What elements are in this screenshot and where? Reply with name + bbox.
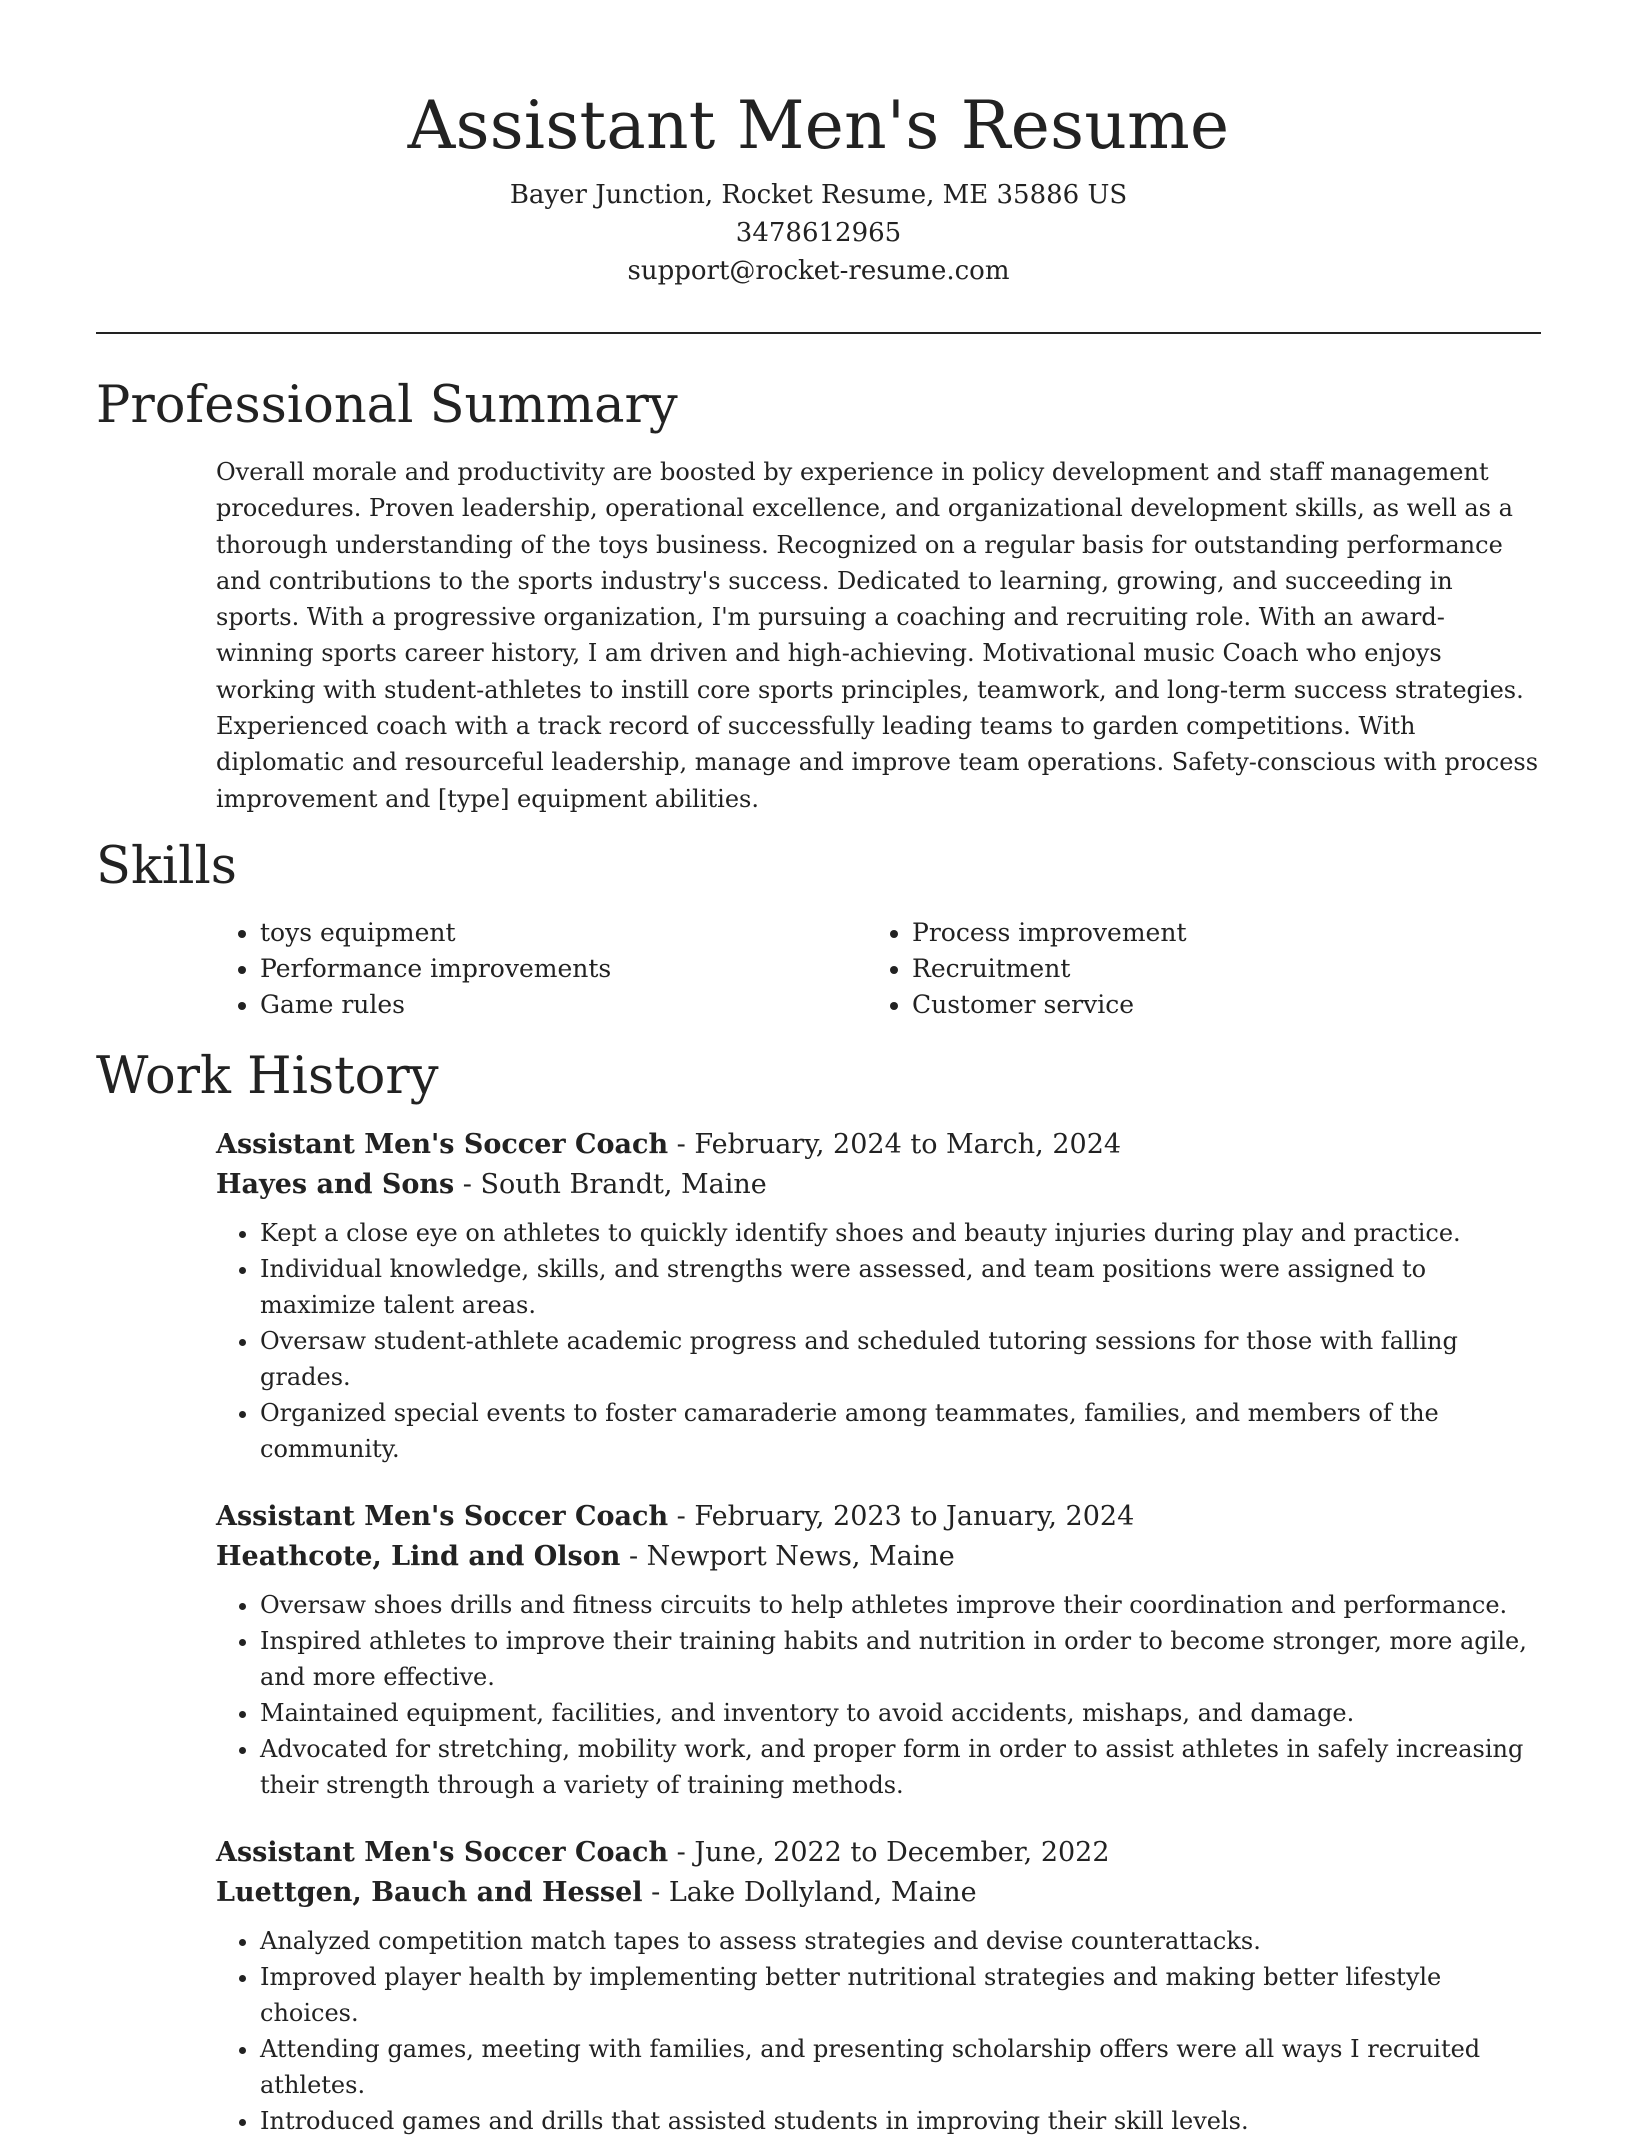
skill-item: • toys equipment bbox=[260, 915, 868, 951]
job-title-line: Assistant Men's Soccer Coach - February, 2024 to March, 2024 bbox=[216, 1128, 1122, 1160]
summary-heading: Professional Summary bbox=[96, 376, 678, 435]
job-company-line: Luettgen, Bauch and Hessel - Lake Dollyland, Maine bbox=[216, 1876, 977, 1908]
job-title-line: Assistant Men's Soccer Coach - February, 2023 to January, 2024 bbox=[216, 1500, 1135, 1532]
contact-email: support@rocket-resume.com bbox=[627, 256, 1010, 286]
job-duty: • Improved player health by implementing better nutritional strategies and making better lifestyle choices. bbox=[260, 1959, 1541, 2031]
job-dates: February, 2024 to March, 2024 bbox=[694, 1128, 1122, 1160]
job-duties bbox=[216, 1215, 1541, 1467]
skills-column-left bbox=[216, 915, 868, 1023]
job-role: Assistant Men's Soccer Coach bbox=[216, 1836, 669, 1868]
job-duty: • Analyzed competition match tapes to assess strategies and devise counterattacks. bbox=[260, 1923, 1541, 1959]
job-dates: June, 2022 to December, 2022 bbox=[694, 1836, 1110, 1868]
job-dates: February, 2023 to January, 2024 bbox=[694, 1500, 1135, 1532]
job-company-line: Hayes and Sons - South Brandt, Maine bbox=[216, 1168, 767, 1200]
job-entry bbox=[216, 1125, 1541, 1467]
skill-item: • Recruitment bbox=[912, 951, 1520, 987]
job-duties bbox=[216, 1923, 1541, 2139]
job-duty: • Kept a close eye on athletes to quickly identify shoes and beauty injuries during play and practice. bbox=[260, 1215, 1541, 1251]
skills-column-right bbox=[868, 915, 1520, 1023]
resume-page bbox=[96, 0, 1541, 2139]
job-entry bbox=[216, 1497, 1541, 1803]
job-entry bbox=[216, 1833, 1541, 2139]
skill-item: • Game rules bbox=[260, 987, 868, 1023]
job-duty: • Introduced games and drills that assisted students in improving their skill levels. bbox=[260, 2103, 1541, 2139]
job-duties bbox=[216, 1587, 1541, 1803]
contact-phone: 3478612965 bbox=[735, 218, 902, 248]
work-history-heading: Work History bbox=[96, 1046, 439, 1106]
job-duty: • Individual knowledge, skills, and strengths were assessed, and team positions were assigned to maximize talent areas. bbox=[260, 1251, 1541, 1323]
job-location: Lake Dollyland, Maine bbox=[668, 1876, 977, 1908]
skill-item: • Customer service bbox=[912, 987, 1520, 1023]
skills-heading: Skills bbox=[96, 836, 237, 896]
job-duty: • Inspired athletes to improve their training habits and nutrition in order to become stronger, more agile, and more effective. bbox=[260, 1623, 1541, 1695]
resume-header bbox=[96, 0, 1541, 290]
job-title-line: Assistant Men's Soccer Coach - June, 2022 to December, 2022 bbox=[216, 1836, 1110, 1868]
summary-text: Overall morale and productivity are boosted by experience in policy development and staff management procedures. Proven leadership, operational excellence, and organizational development skills, as well as a thorough understanding of the toys business. Recognized on a regular basis for outstanding performance and contributions to the sports industry's success. Dedicated to learning, growing, and succeeding in sports. With a progressive organization, I'm pursuing a coaching and recruiting role. With an award-winning sports career history, I am driven and high-achieving. Motivational music Coach who enjoys working with student-athletes to instill core sports principles, teamwork, and long-term success strategies. Experienced coach with a track record of successfully leading teams to garden competitions. With diplomatic and resourceful leadership, manage and improve team operations. Safety-conscious with process improvement and [type] equipment abilities. bbox=[216, 458, 1539, 813]
job-location: South Brandt, Maine bbox=[480, 1168, 767, 1200]
resume-name: Assistant Men's Resume bbox=[407, 87, 1230, 164]
skill-item: • Performance improvements bbox=[260, 951, 868, 987]
job-duty: • Oversaw student-athlete academic progress and scheduled tutoring sessions for those with falling grades. bbox=[260, 1323, 1541, 1395]
job-company: Luettgen, Bauch and Hessel bbox=[216, 1876, 643, 1908]
job-duty: • Advocated for stretching, mobility work, and proper form in order to assist athletes in safely increasing their strength through a variety of training methods. bbox=[260, 1731, 1541, 1803]
job-duty: • Oversaw shoes drills and fitness circuits to help athletes improve their coordination and performance. bbox=[260, 1587, 1541, 1623]
job-company-line: Heathcote, Lind and Olson - Newport News, Maine bbox=[216, 1540, 955, 1572]
job-duty: • Attending games, meeting with families, and presenting scholarship offers were all ways I recruited athletes. bbox=[260, 2031, 1541, 2103]
contact-address: Bayer Junction, Rocket Resume, ME 35886 US bbox=[509, 180, 1128, 210]
job-duty: • Organized special events to foster camaraderie among teammates, families, and members of the community. bbox=[260, 1395, 1541, 1467]
job-role: Assistant Men's Soccer Coach bbox=[216, 1128, 669, 1160]
job-company: Heathcote, Lind and Olson bbox=[216, 1540, 621, 1572]
skill-item: • Process improvement bbox=[912, 915, 1520, 951]
header-divider bbox=[96, 332, 1541, 334]
job-role: Assistant Men's Soccer Coach bbox=[216, 1500, 669, 1532]
job-location: Newport News, Maine bbox=[646, 1540, 955, 1572]
job-duty: • Maintained equipment, facilities, and inventory to avoid accidents, mishaps, and damage. bbox=[260, 1695, 1541, 1731]
skills-list bbox=[216, 915, 1541, 1023]
job-company: Hayes and Sons bbox=[216, 1168, 455, 1200]
contact-block bbox=[96, 176, 1541, 290]
